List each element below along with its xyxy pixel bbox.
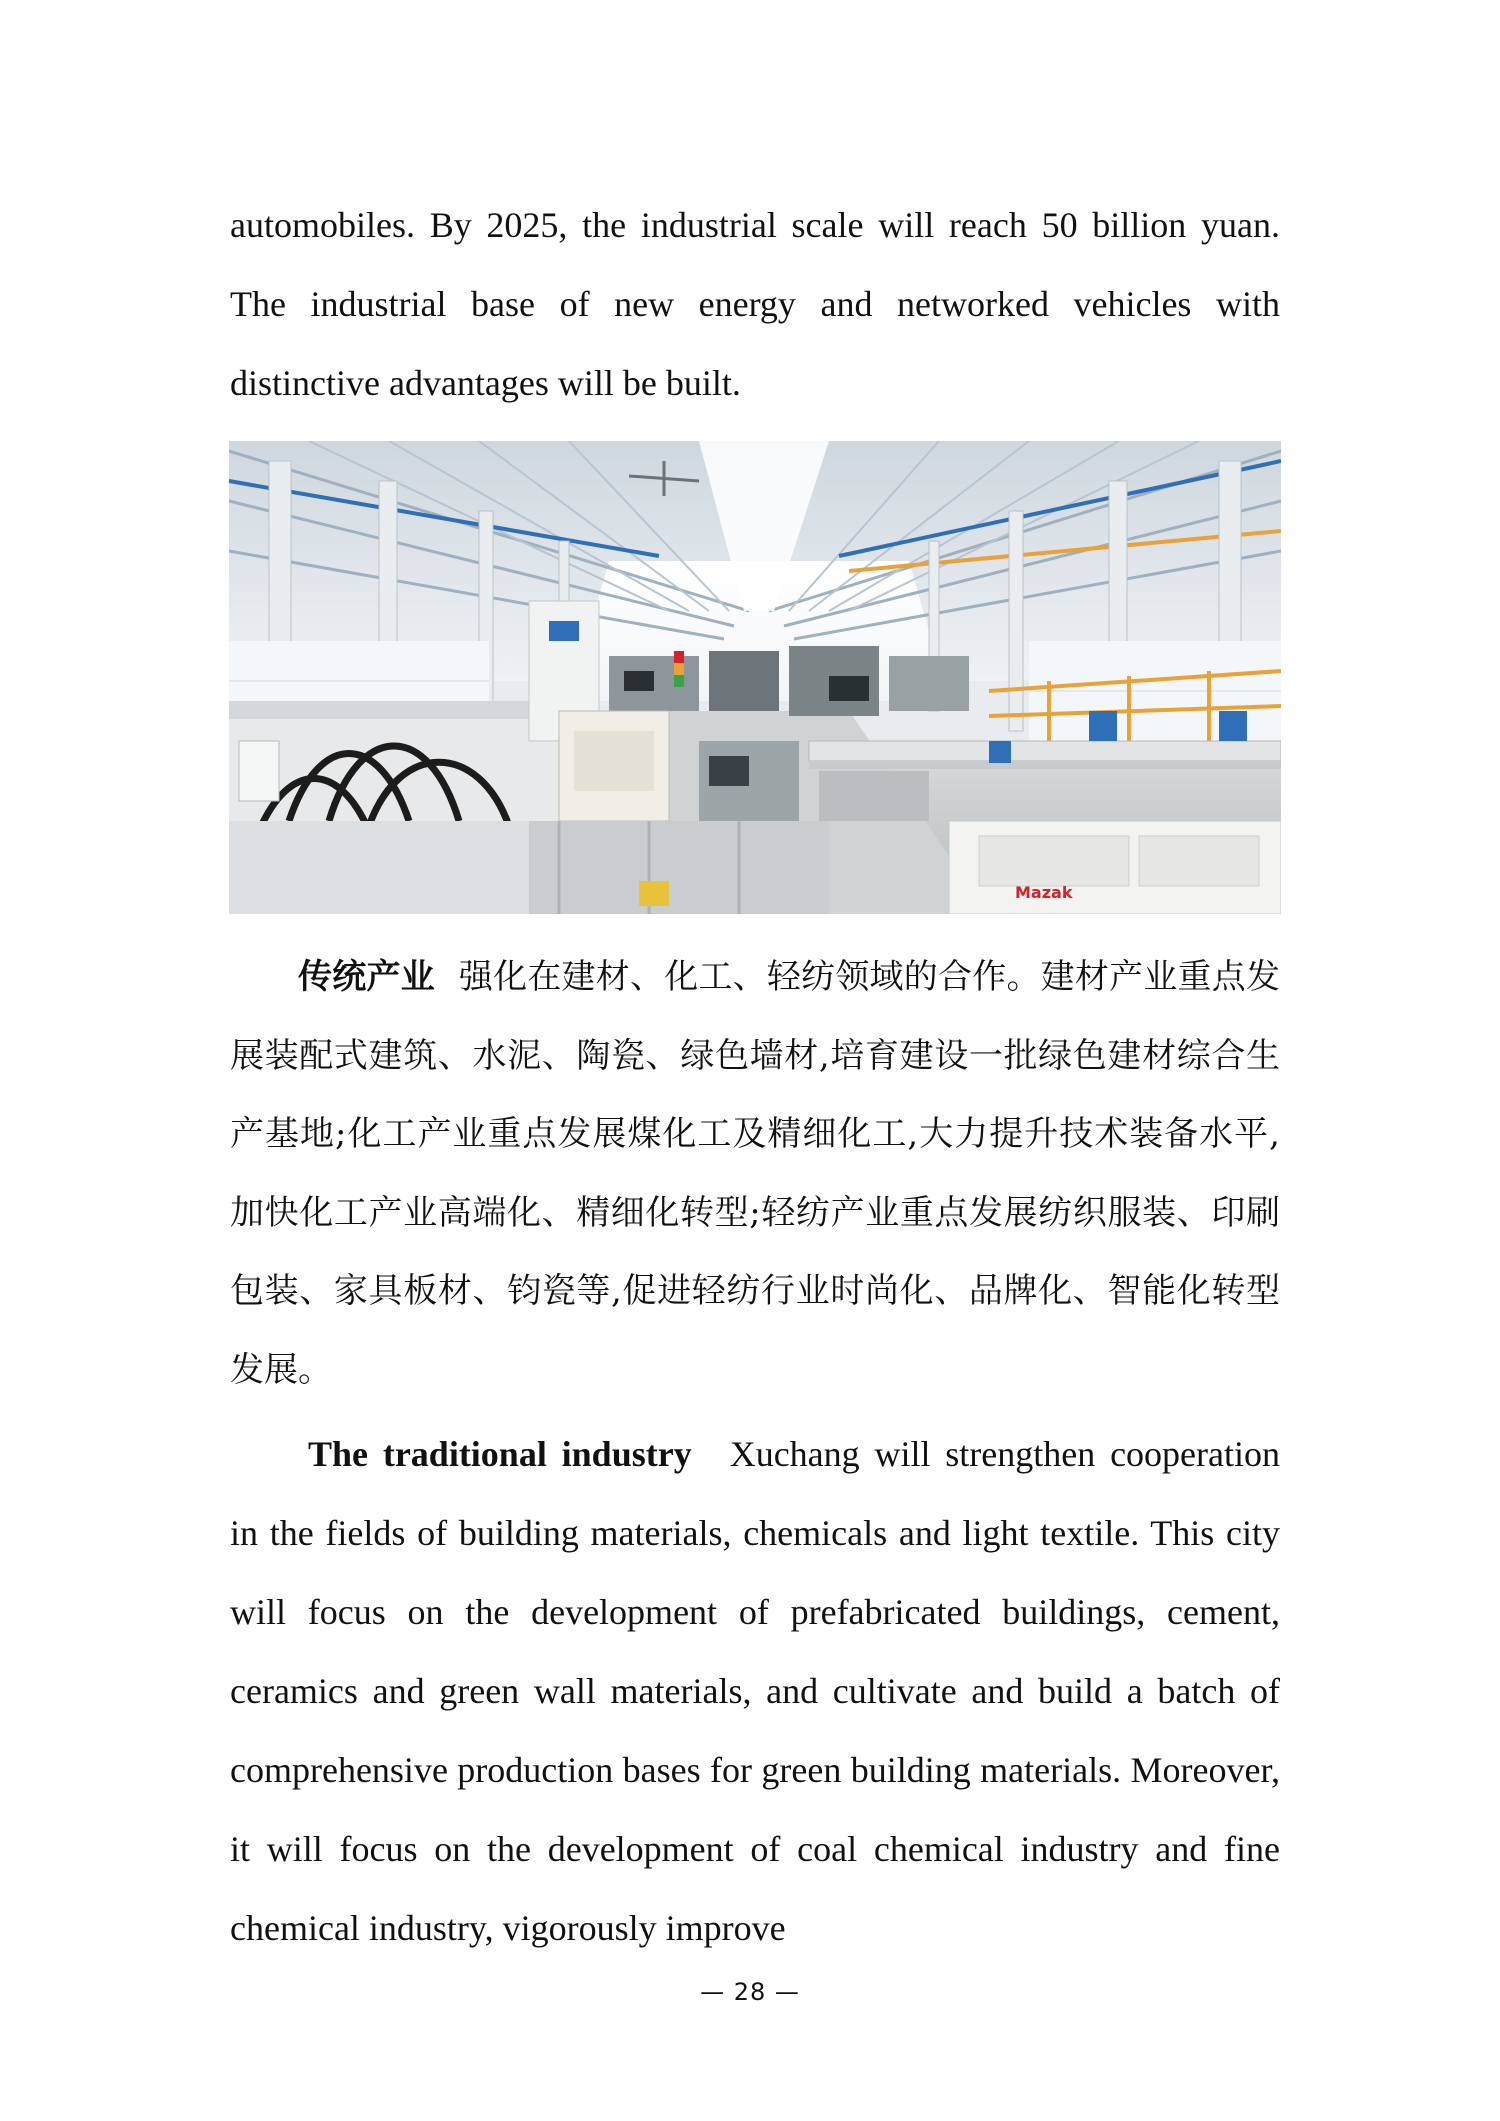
paragraph-1-text: automobiles. By 2025, the industrial scale will reach 50 billion yuan. The industrial base of new energy and networked vehicles with distinctive advantages will be built.	[230, 205, 1280, 403]
paragraph-2-body: 强化在建材、化工、轻纺领域的合作。建材产业重点发展装配式建筑、水泥、陶瓷、绿色墙材,培育建设一批绿色建材综合生产基地;化工产业重点发展煤化工及精细化工,大力提升技术装备水平,加快化工产业高端化、精细化转型;轻纺产业重点发展纺织服装、印刷包装、家具板材、钧瓷等,促进轻纺行业时尚化、品牌化、智能化转型发展。	[230, 957, 1280, 1390]
mazak-brand-label: Mazak	[1015, 883, 1073, 902]
paragraph-traditional-industry-zh	[230, 938, 1280, 1409]
factory-floor-illustration	[229, 441, 1281, 914]
paragraph-traditional-industry-en	[230, 1415, 1280, 1968]
page-number: — 28 —	[700, 1978, 800, 2006]
paragraph-automobiles	[230, 186, 1280, 423]
paragraph-3-body: Xuchang will strengthen cooperation in the fields of building materials, chemicals and light textile. This city will focus on the development of prefabricated buildings, cement, ceramics and green wall materials, and cultivate and build a batch of comprehensive production bases for green building materials. Moreover, it will focus on the development of coal chemical industry and fine chemical industry, vigorously improve	[230, 1434, 1280, 1948]
heading-traditional-industry-en: The traditional industry	[308, 1434, 692, 1474]
heading-traditional-industry-zh: 传统产业	[298, 957, 435, 997]
factory-photo	[229, 441, 1281, 914]
